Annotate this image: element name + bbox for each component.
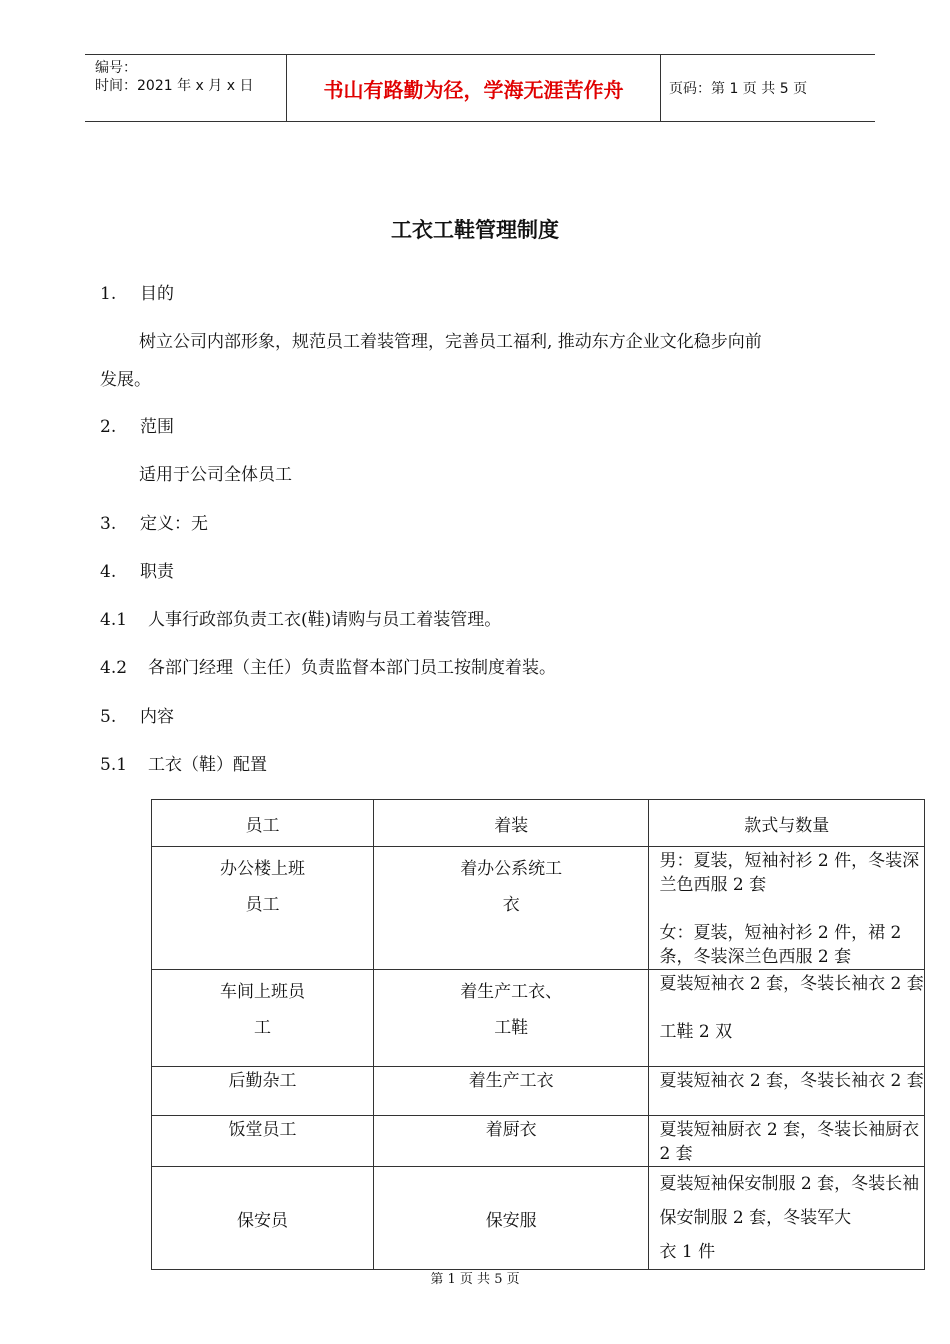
section-number: 2. <box>100 417 117 437</box>
section-2-body: 适用于公司全体员工 <box>139 465 292 485</box>
table-cell-line: 着办公系统工 <box>460 859 563 879</box>
section-text: 范围 <box>140 417 174 437</box>
table-cell-line: 后勤杂工 <box>228 1071 297 1091</box>
table-header-cell: 款式与数量 <box>649 800 925 847</box>
section-text: 内容 <box>140 707 174 727</box>
header-page-info: 页码：第 1 页 共 5 页 <box>669 81 808 97</box>
table-cell-line: 工鞋 2 双 <box>659 1022 733 1042</box>
table-cell-line: 着生产工衣 <box>468 1071 554 1091</box>
section-heading-1 <box>100 283 174 305</box>
header-divider <box>660 55 661 121</box>
section-heading-3 <box>100 513 208 535</box>
table-header-row <box>152 800 925 847</box>
section-text: 人事行政部负责工衣(鞋)请购与员工着装管理。 <box>148 610 502 630</box>
section-number: 4.2 <box>100 658 128 678</box>
table-row <box>152 1116 925 1167</box>
header-meta <box>95 59 253 95</box>
table-cell-line: 车间上班员 <box>219 982 305 1002</box>
table-cell-line: 夏装短袖厨衣 2 套，冬装长袖厨衣 2 套 <box>659 1120 920 1164</box>
section-text: 职责 <box>140 562 174 582</box>
table-row <box>152 1167 925 1270</box>
table-cell-line: 着生产工衣、 <box>460 982 563 1002</box>
page-footer: 第 1 页 共 5 页 <box>430 1272 520 1287</box>
section-heading-4 <box>100 561 174 583</box>
header-motto: 书山有路勤为径，学海无涯苦作舟 <box>323 77 624 102</box>
section-number: 1. <box>100 284 117 304</box>
section-number: 4.1 <box>100 610 128 630</box>
section-1-body-line-1: 树立公司内部形象，规范员工着装管理，完善员工福利, 推动东方企业文化稳步向前 <box>139 332 762 352</box>
document-number-label: 编号： <box>95 60 137 76</box>
table-cell-line: 工 <box>253 1018 271 1038</box>
table-cell-line: 员工 <box>245 895 280 915</box>
page-header <box>85 54 875 122</box>
section-4-1 <box>100 609 501 631</box>
table-cell-line: 饭堂员工 <box>228 1120 297 1140</box>
table-row <box>152 847 925 970</box>
table-cell-line: 男：夏装，短袖衬衫 2 件，冬装深兰色西服 2 套 <box>659 851 920 895</box>
table-cell-line: 女：夏装，短袖衬衫 2 件，裙 2 条，冬装深兰色西服 2 套 <box>659 923 902 967</box>
table-cell-line: 衣 <box>502 895 520 915</box>
section-4-2 <box>100 657 556 679</box>
section-1-body-line-2: 发展。 <box>100 370 151 390</box>
table-row <box>152 970 925 1067</box>
section-text: 工衣（鞋）配置 <box>148 755 267 775</box>
table-cell-line: 保安服 <box>485 1210 537 1231</box>
table-cell-line: 夏装短袖衣 2 套，冬装长袖衣 2 套 <box>659 1071 924 1091</box>
document-time-label: 时间：2021 年 x 月 x 日 <box>95 78 254 94</box>
section-number: 5.1 <box>100 755 128 775</box>
section-number: 5. <box>100 707 117 727</box>
section-text: 定义：无 <box>140 514 208 534</box>
table-cell-line: 办公楼上班 <box>219 859 305 879</box>
table-cell-line: 衣 1 件 <box>659 1242 716 1262</box>
table-cell-line: 夏装短袖衣 2 套，冬装长袖衣 2 套 <box>659 974 924 994</box>
section-number: 4. <box>100 562 117 582</box>
section-text: 目的 <box>140 284 174 304</box>
table-cell-line: 夏装短袖保安制服 2 套，冬装长袖保安制服 2 套，冬装军大 <box>659 1174 920 1228</box>
section-5-1 <box>100 754 267 776</box>
table-row <box>152 1067 925 1116</box>
table-cell-line: 工鞋 <box>494 1018 529 1038</box>
table-cell-line: 保安员 <box>236 1210 288 1231</box>
table-header-cell: 着装 <box>373 800 649 847</box>
section-heading-2 <box>100 416 174 438</box>
document-title: 工衣工鞋管理制度 <box>391 218 559 242</box>
uniform-config-table <box>151 799 925 1270</box>
section-text: 各部门经理（主任）负责监督本部门员工按制度着装。 <box>148 658 556 678</box>
section-number: 3. <box>100 514 117 534</box>
section-heading-5 <box>100 706 174 728</box>
table-cell-line: 着厨衣 <box>485 1120 537 1140</box>
table-header-cell: 员工 <box>152 800 374 847</box>
